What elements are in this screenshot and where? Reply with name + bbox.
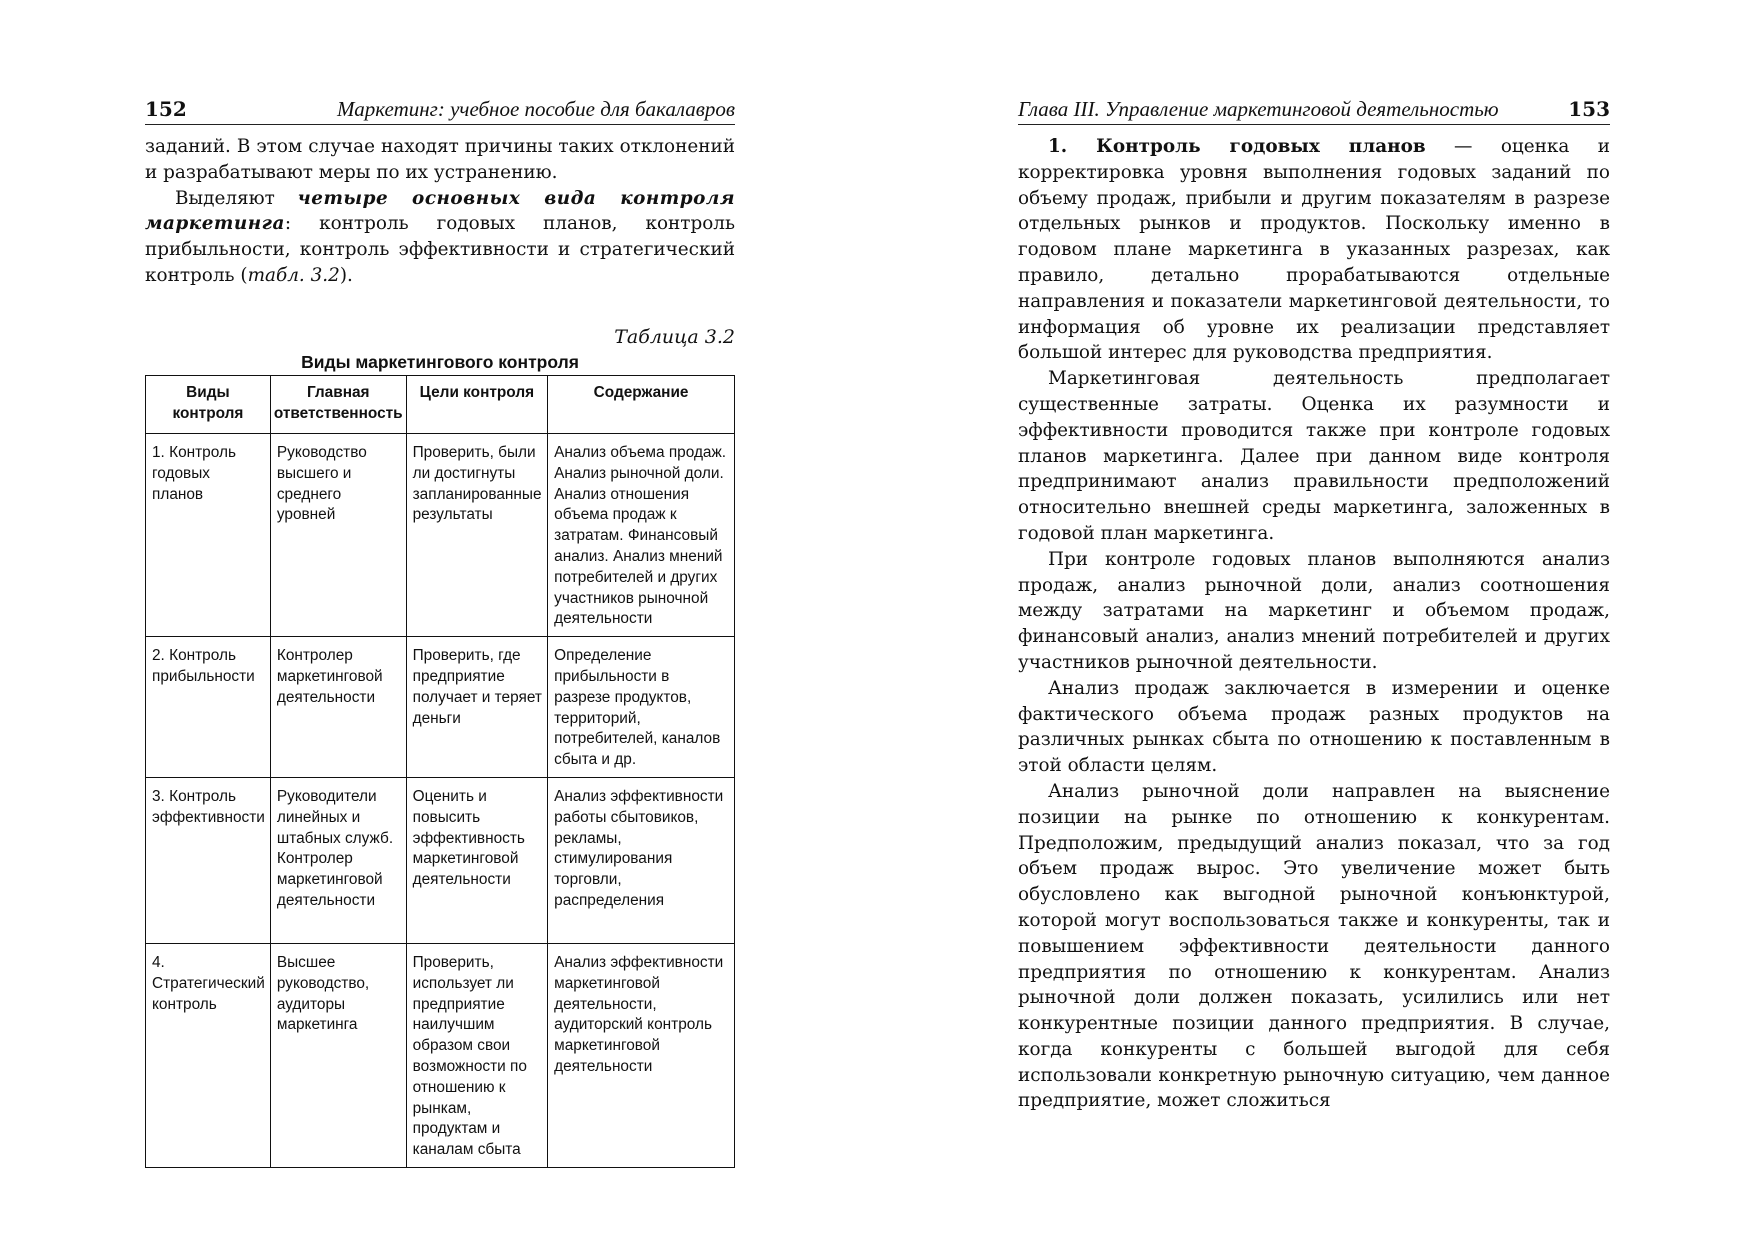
table-cell: Оценить и повысить эффективность маркетинговой деятельности (406, 777, 548, 943)
table-cell: 2. Контроль прибыльности (146, 637, 271, 778)
column-header: Цели контроля (406, 376, 548, 434)
right-page-body (1018, 134, 1610, 1114)
table-cell: Проверить, были ли достигнуты запланированные результаты (406, 434, 548, 637)
table-cell: Анализ эффективности маркетинговой деятельности, аудиторский контроль маркетинговой деятельности (548, 943, 735, 1167)
table-title: Виды маркетингового контроля (301, 352, 579, 372)
table-row (146, 943, 735, 1167)
left-page-body (145, 134, 735, 289)
table-cell: 1. Контроль годовых планов (146, 434, 271, 637)
column-header: Главная ответственность (270, 376, 406, 434)
table-cell: 3. Контроль эффективности (146, 777, 271, 943)
table-cell: Высшее руководство, аудиторы маркетинга (270, 943, 406, 1167)
table-cell: Анализ эффективности работы сбытовиков, рекламы, стимулирования торговли, распределения (548, 777, 735, 943)
section-heading-inline: 1. Контроль годовых планов (1048, 136, 1426, 157)
table-row (146, 777, 735, 943)
left-page-header (145, 96, 735, 125)
table-cell: Анализ объема продаж. Анализ рыночной доли. Анализ отношения объема продаж к затратам. Финансовый анализ. Анализ мнений потребителей и других участников рыночной деятельности (548, 434, 735, 637)
table-cell: Руководство высшего и среднего уровней (270, 434, 406, 637)
table-caption: Таблица 3.2 (614, 326, 735, 348)
table-row (146, 637, 735, 778)
paragraph: заданий. В этом случае находят причины таких отклонений и разрабатывают меры по их устранению. (145, 136, 735, 183)
page-number: 152 (145, 97, 187, 121)
emphasis-text: четыре основных вида контроля маркетинга (145, 187, 735, 235)
table-cell: Проверить, использует ли предприятие наилучшим образом свои возможности по отношению к рынкам, продуктам и каналам сбыта (406, 943, 548, 1167)
column-header: Виды контроля (146, 376, 271, 434)
text: : контроль годовых планов, контроль прибыльности, контроль эффективности и стратегический контроль ( (145, 213, 735, 286)
paragraph: При контроле годовых планов выполняются анализ продаж, анализ рыночной доли, анализ соотношения между затратами на маркетинг и объемом продаж, финансовый анализ, анализ мнений потребителей и других участников рыночной деятельности. (1018, 548, 1610, 673)
table-cell: Руководители линейных и штабных служб. Контролер маркетинговой деятельности (270, 777, 406, 943)
table-reference: табл. 3.2 (247, 264, 340, 286)
text: Выделяют (175, 187, 298, 209)
right-page-header (1018, 96, 1610, 125)
table-header-row (146, 376, 735, 434)
paragraph (1018, 134, 1610, 366)
paragraph (145, 186, 735, 289)
running-title: Глава III. Управление маркетинговой деятельностью (1018, 97, 1499, 121)
table-cell: Определение прибыльности в разрезе продуктов, территорий, потребителей, каналов сбыта и др. (548, 637, 735, 778)
text: ). (339, 264, 353, 286)
page-number: 153 (1568, 97, 1610, 121)
paragraph: Анализ продаж заключается в измерении и оценке фактического объема продаж разных продуктов на различных рынках сбыта по отношению к поставленным в этой области целям. (1018, 677, 1610, 777)
paragraph: Анализ рыночной доли направлен на выяснение позиции на рынке по отношению к конкурентам. Предположим, предыдущий анализ показал, что за год объем продаж вырос. Это увеличение может быть обусловлено как выгодной рыночной конъюнктурой, которой могут воспользоваться также и конкуренты, так и повышением эффективности деятельности данного предприятия по отношению к конкурентам. Анализ рыночной доли должен показать, усилились или нет конкурентные позиции данного предприятия. В случае, когда конкуренты с большей выгодой для себя использовали конкретную рыночную ситуацию, чем данное предприятие, может сложиться (1018, 780, 1610, 1112)
text: — оценка и корректировка уровня выполнения годовых заданий по объему продаж, прибыли и другим показателям в разрезе отдельных рынков и продуктов. Поскольку именно в годовом плане маркетинга в указанных разрезах, как правило, детально прорабатываются отдельные направления и показатели маркетинговой деятельности, то информация об уровне их реализации представляет большой интерес для руководства предприятия. (1018, 136, 1611, 364)
table-cell: Контролер маркетинговой деятельности (270, 637, 406, 778)
column-header: Содержание (548, 376, 735, 434)
paragraph: Маркетинговая деятельность предполагает существенные затраты. Оценка их разумности и эффективности проводится также при контроле годовых планов маркетинга. Далее при данном виде контроля предпринимают анализ правильности предположений относительно внешней среды маркетинга, заложенных в годовой план маркетинга. (1018, 368, 1610, 544)
table-cell: 4. Стратегический контроль (146, 943, 271, 1167)
table-cell: Проверить, где предприятие получает и теряет деньги (406, 637, 548, 778)
table-row (146, 434, 735, 637)
control-types-table (145, 375, 735, 1168)
running-title: Маркетинг: учебное пособие для бакалавров (337, 97, 735, 121)
